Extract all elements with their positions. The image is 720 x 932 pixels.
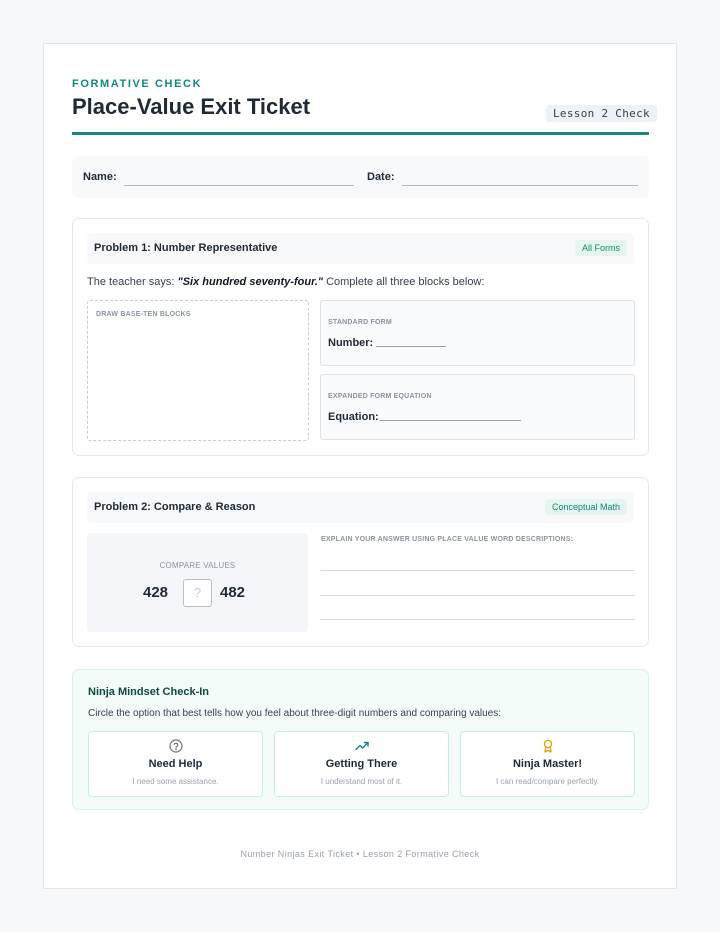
- name-field[interactable]: [124, 185, 354, 186]
- problem-1-card: [72, 218, 649, 456]
- problem-2-header: [87, 492, 634, 523]
- mindset-prompt: Circle the option that best tells how you feel about three-digit numbers and comparing values:: [88, 708, 502, 719]
- option-getting-there[interactable]: [274, 731, 449, 797]
- expanded-form-box: [320, 374, 635, 440]
- base-ten-drawing-area[interactable]: [87, 300, 309, 441]
- option-subtitle: I understand most of it.: [320, 777, 403, 786]
- problem-1-tag: All Forms: [575, 240, 627, 256]
- name-label: Name:: [83, 171, 117, 183]
- problem-2-tag: Conceptual Math: [545, 499, 627, 515]
- option-need-help[interactable]: [88, 731, 263, 797]
- standard-form-box: [320, 300, 635, 366]
- right-value: 482: [220, 584, 246, 601]
- explain-label: EXPLAIN YOUR ANSWER USING PLACE VALUE WORD DESCRIPTIONS:: [321, 536, 574, 543]
- comparison-symbol-box[interactable]: ?: [183, 579, 212, 607]
- compare-values-box: [87, 533, 308, 632]
- prompt-suffix: Complete all three blocks below:: [326, 276, 485, 288]
- writing-line[interactable]: [321, 619, 635, 620]
- date-field[interactable]: [402, 185, 638, 186]
- exit-ticket-sheet: [43, 43, 677, 889]
- standard-form-label: STANDARD FORM: [328, 319, 392, 326]
- problem-1-prompt: [87, 276, 484, 288]
- problem-1-title: Problem 1: Number Representative: [94, 242, 278, 254]
- trending-up-icon: [275, 739, 448, 753]
- draw-label: DRAW BASE-TEN BLOCKS: [96, 311, 191, 318]
- student-info-row: [72, 156, 649, 198]
- mindset-check-in: [72, 669, 649, 810]
- left-value: 428: [143, 584, 169, 601]
- compare-label: COMPARE VALUES: [159, 561, 236, 570]
- mindset-title: Ninja Mindset Check-In: [88, 686, 210, 698]
- option-ninja-master[interactable]: [460, 731, 635, 797]
- problem-2-card: [72, 477, 649, 647]
- question-circle-icon: [89, 739, 262, 753]
- equation-label: Equation:: [328, 411, 379, 423]
- award-ribbon-icon: [461, 739, 634, 753]
- option-subtitle: I need some assistance.: [132, 777, 219, 786]
- writing-line[interactable]: [321, 570, 635, 571]
- option-subtitle: I can read/compare perfectly.: [495, 777, 599, 786]
- option-title: Need Help: [148, 758, 203, 770]
- lesson-badge: Lesson 2 Check: [546, 105, 657, 122]
- option-title: Getting There: [325, 758, 398, 770]
- writing-line[interactable]: [321, 595, 635, 596]
- problem-1-header: [87, 233, 634, 264]
- page-title: Place-Value Exit Ticket: [72, 94, 311, 119]
- problem-2-title: Problem 2: Compare & Reason: [94, 501, 256, 513]
- equation-field[interactable]: [380, 420, 521, 421]
- option-title: Ninja Master!: [512, 758, 583, 770]
- expanded-form-label: EXPANDED FORM EQUATION: [328, 393, 432, 400]
- number-field[interactable]: [376, 346, 446, 347]
- title-divider: [72, 132, 649, 135]
- page-footer: Number Ninjas Exit Ticket • Lesson 2 Formative Check: [240, 849, 480, 859]
- number-label: Number:: [328, 337, 374, 349]
- prompt-prefix: The teacher says:: [87, 276, 175, 288]
- date-label: Date:: [367, 171, 395, 183]
- eyebrow-label: FORMATIVE CHECK: [72, 78, 203, 90]
- prompt-quote: "Six hundred seventy-four.": [177, 276, 324, 288]
